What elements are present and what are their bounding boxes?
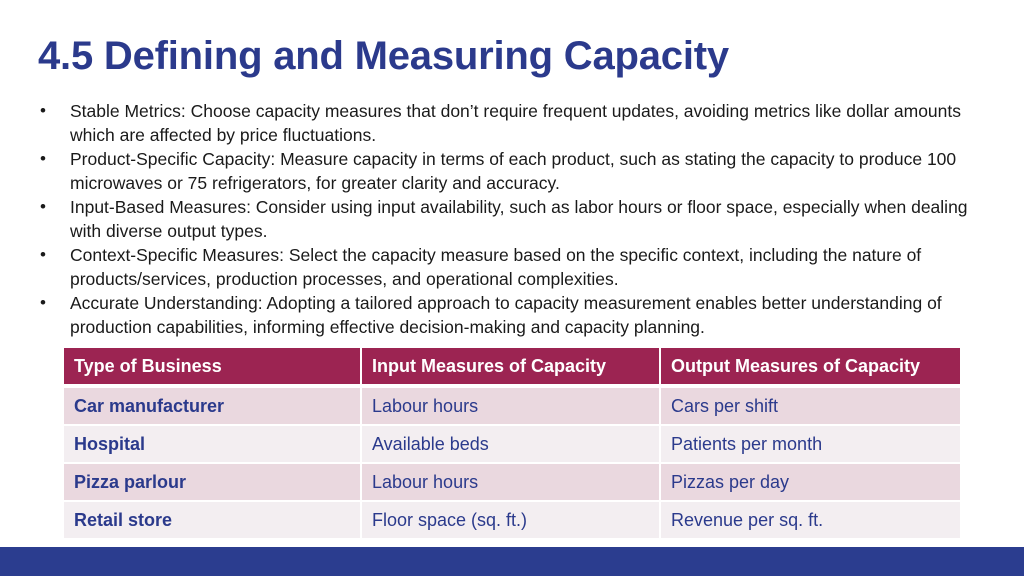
business-type-cell: Pizza parlour [64, 464, 362, 502]
business-type-cell: Retail store [64, 502, 362, 540]
bullet-text: Input-Based Measures: Consider using input availability, such as labor hours or floor space, especially when dealing with diverse output types. [70, 197, 968, 241]
capacity-table [64, 348, 960, 540]
bullet-list [40, 99, 980, 339]
bullet-text: Context-Specific Measures: Select the capacity measure based on the specific context, including the nature of products/services, production processes, and operational complexities. [70, 245, 922, 289]
capacity-table-container [64, 348, 960, 540]
slide-title: 4.5 Defining and Measuring Capacity [38, 34, 729, 78]
header-output-measures: Output Measures of Capacity [661, 348, 960, 388]
header-input-measures: Input Measures of Capacity [362, 348, 661, 388]
bullet-item [40, 147, 980, 195]
table-row [64, 426, 960, 464]
input-measure-cell: Labour hours [362, 464, 661, 502]
table-header-row [64, 348, 960, 388]
bullet-item [40, 243, 980, 291]
bullet-text: Stable Metrics: Choose capacity measures that don’t require frequent updates, avoiding metrics like dollar amounts which are affected by price fluctuations. [70, 101, 962, 145]
bullet-item [40, 99, 980, 147]
business-type-cell: Car manufacturer [64, 388, 362, 426]
bullet-icon: • [40, 293, 46, 312]
bullet-item [40, 195, 980, 243]
table-row [64, 388, 960, 426]
bullet-icon: • [40, 101, 46, 120]
table-row [64, 464, 960, 502]
input-measure-cell: Labour hours [362, 388, 661, 426]
bullet-icon: • [40, 149, 46, 168]
bullet-item [40, 291, 980, 339]
output-measure-cell: Revenue per sq. ft. [661, 502, 960, 540]
input-measure-cell: Floor space (sq. ft.) [362, 502, 661, 540]
output-measure-cell: Pizzas per day [661, 464, 960, 502]
bullet-icon: • [40, 245, 46, 264]
footer-bar [0, 547, 1024, 576]
input-measure-cell: Available beds [362, 426, 661, 464]
header-type-of-business: Type of Business [64, 348, 362, 388]
output-measure-cell: Patients per month [661, 426, 960, 464]
output-measure-cell: Cars per shift [661, 388, 960, 426]
bullet-icon: • [40, 197, 46, 216]
business-type-cell: Hospital [64, 426, 362, 464]
table-row [64, 502, 960, 540]
bullet-text: Accurate Understanding: Adopting a tailored approach to capacity measurement enables better understanding of production capabilities, informing effective decision-making and capacity planning. [70, 293, 942, 337]
bullet-text: Product-Specific Capacity: Measure capacity in terms of each product, such as stating the capacity to produce 100 microwaves or 75 refrigerators, for greater clarity and accuracy. [70, 149, 957, 193]
